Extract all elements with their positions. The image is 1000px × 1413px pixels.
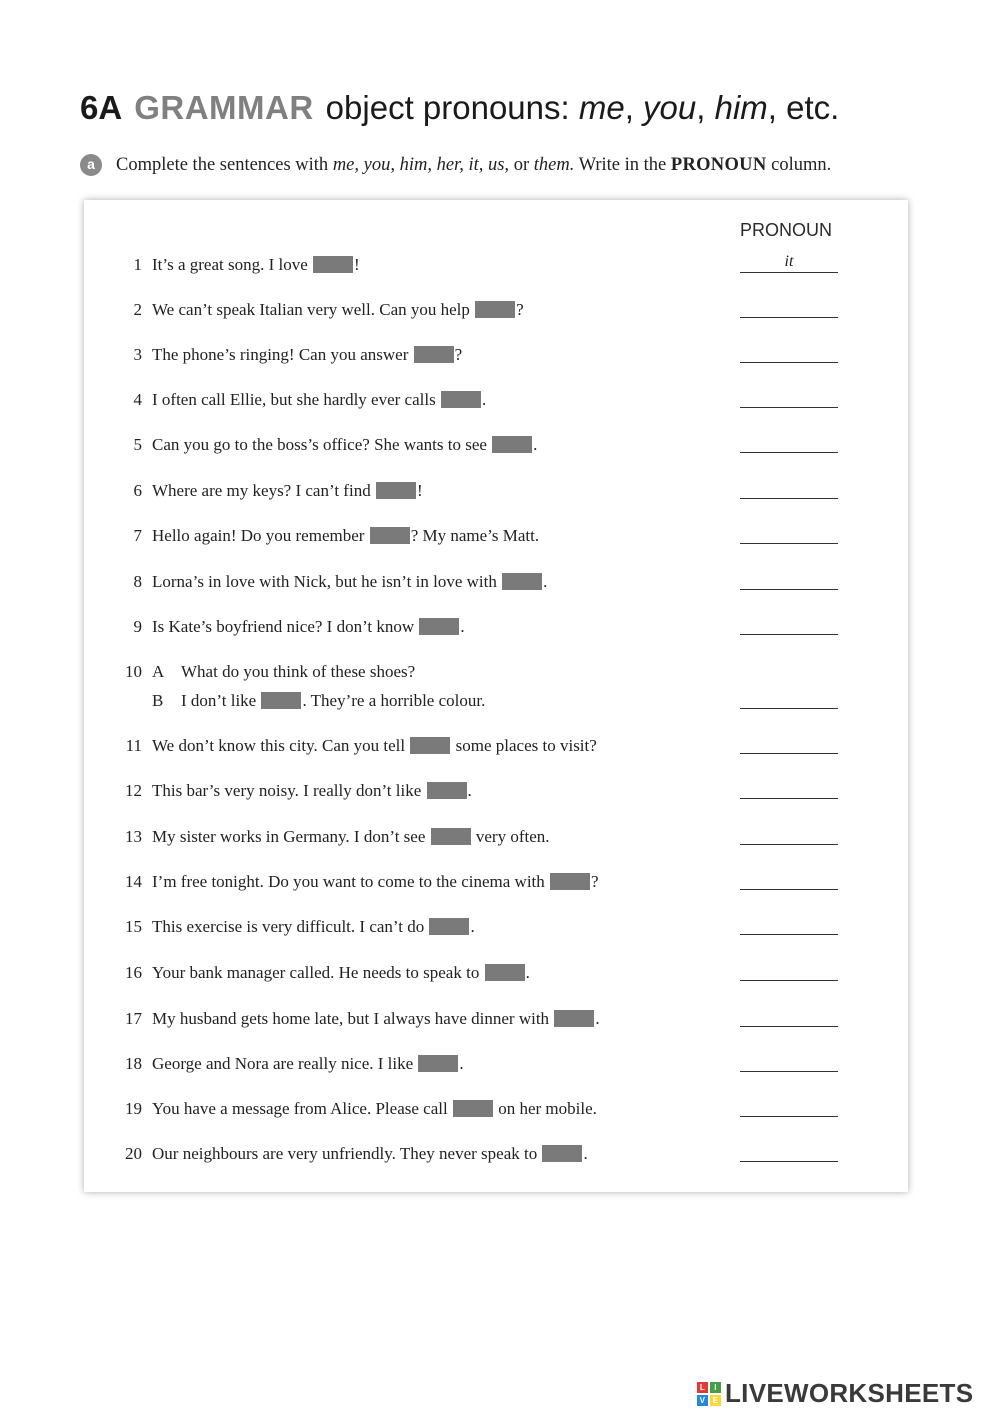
sentence bbox=[152, 387, 486, 413]
pronoun-answer-field[interactable] bbox=[740, 478, 838, 499]
sentence-text: ? bbox=[516, 300, 524, 319]
item-number: 2 bbox=[133, 300, 142, 319]
answer-blank[interactable] bbox=[313, 256, 353, 273]
dialog-line bbox=[152, 688, 485, 714]
topic-part: , bbox=[696, 89, 715, 126]
sentence-text: . bbox=[525, 963, 530, 982]
pronoun-column-header: PRONOUN bbox=[740, 220, 833, 240]
pronoun-answer-field[interactable]: it bbox=[740, 252, 838, 273]
logo-text: LIVEWORKSHEETS bbox=[725, 1378, 974, 1408]
pronoun-answer-field[interactable] bbox=[740, 614, 838, 635]
sentence-text: . They’re a horrible colour. bbox=[302, 691, 486, 710]
exercise-panel bbox=[84, 200, 908, 1192]
sentence-text: . bbox=[583, 1144, 588, 1163]
topic-title bbox=[326, 89, 840, 126]
pronoun-answer-field[interactable] bbox=[740, 824, 838, 845]
item-number: 17 bbox=[125, 1009, 142, 1028]
item-number: 20 bbox=[125, 1144, 142, 1163]
pronoun-answer-field[interactable] bbox=[740, 342, 838, 363]
item-number: 15 bbox=[125, 917, 142, 936]
pronoun-answer-field[interactable] bbox=[740, 569, 838, 590]
sentence-text: I often call Ellie, but she hardly ever calls bbox=[152, 390, 440, 409]
item-number: 11 bbox=[125, 736, 142, 755]
speaker-label: B bbox=[152, 691, 164, 710]
sentence bbox=[152, 297, 524, 323]
sentence bbox=[152, 1051, 464, 1077]
worksheet-title bbox=[80, 86, 839, 130]
sentence bbox=[152, 778, 472, 804]
pronoun-answer-field[interactable] bbox=[740, 960, 838, 981]
sentence bbox=[152, 1006, 600, 1032]
sentence-text: very often. bbox=[471, 827, 550, 846]
sentence-text: The phone’s ringing! Can you answer bbox=[152, 345, 413, 364]
answer-blank[interactable] bbox=[414, 346, 454, 363]
topic-part: , bbox=[624, 89, 644, 126]
sentence-text: We can’t speak Italian very well. Can you help bbox=[152, 300, 475, 319]
sentence bbox=[152, 824, 550, 850]
answer-blank[interactable] bbox=[453, 1100, 493, 1117]
item-number: 10 bbox=[125, 662, 142, 681]
sentence-text: ? My name’s Matt. bbox=[410, 526, 540, 545]
item-number: 13 bbox=[125, 827, 142, 846]
answer-blank[interactable] bbox=[419, 618, 459, 635]
answer-blank[interactable] bbox=[554, 1010, 594, 1027]
sentence bbox=[152, 733, 597, 759]
sentence-text: . bbox=[595, 1009, 600, 1028]
pronoun-answer-field[interactable] bbox=[740, 1096, 838, 1117]
topic-part: object pronouns: bbox=[325, 89, 579, 126]
item-number: 5 bbox=[133, 435, 142, 454]
sentence-text: ! bbox=[354, 255, 360, 274]
instruction-part: me, you, him, her, it, us, bbox=[332, 155, 510, 175]
answer-blank[interactable] bbox=[261, 692, 301, 709]
answer-blank[interactable] bbox=[427, 782, 467, 799]
sentence-text: Can you go to the boss’s office? She wants to see bbox=[152, 435, 492, 454]
answer-blank[interactable] bbox=[492, 436, 532, 453]
logo-square: L bbox=[697, 1382, 708, 1393]
topic-part: me bbox=[578, 89, 625, 126]
instruction-part: them. bbox=[533, 155, 575, 175]
item-number: 16 bbox=[125, 963, 142, 982]
sentence-text: ? bbox=[454, 345, 463, 364]
unit-code: 6A bbox=[80, 89, 123, 126]
sentence-text: You have a message from Alice. Please call bbox=[152, 1099, 452, 1118]
sentence-text: . bbox=[467, 781, 472, 800]
item-number: 8 bbox=[133, 572, 142, 591]
item-number: 18 bbox=[125, 1054, 142, 1073]
sentence bbox=[152, 1096, 597, 1122]
logo-square: E bbox=[710, 1395, 721, 1406]
answer-blank[interactable] bbox=[431, 828, 471, 845]
dialog-line bbox=[152, 659, 415, 685]
sentence bbox=[152, 869, 599, 895]
pronoun-answer-field[interactable] bbox=[740, 1051, 838, 1072]
sentence bbox=[152, 252, 360, 278]
answer-blank[interactable] bbox=[502, 573, 542, 590]
answer-blank[interactable] bbox=[550, 873, 590, 890]
item-number: 6 bbox=[133, 481, 142, 500]
instruction-part: or bbox=[509, 155, 534, 175]
sentence-text: Our neighbours are very unfriendly. They never speak to bbox=[152, 1144, 542, 1163]
answer-blank[interactable] bbox=[475, 301, 515, 318]
sentence-text: This exercise is very difficult. I can’t do bbox=[152, 917, 429, 936]
sentence-text: George and Nora are really nice. I like bbox=[152, 1054, 418, 1073]
sentence-text: . bbox=[481, 390, 487, 409]
sentence-text: What do you think of these shoes? bbox=[181, 662, 416, 681]
sentence-text: Your bank manager called. He needs to speak to bbox=[152, 963, 484, 982]
sentence bbox=[152, 1141, 588, 1167]
sentence-text: Where are my keys? I can’t find bbox=[152, 481, 375, 500]
answer-blank[interactable] bbox=[410, 737, 450, 754]
pronoun-answer-field[interactable] bbox=[740, 432, 838, 453]
sentence-text: Is Kate’s boyfriend nice? I don’t know bbox=[152, 617, 419, 636]
sentence-text: . bbox=[460, 617, 465, 636]
sentence bbox=[152, 569, 547, 595]
liveworksheets-logo bbox=[697, 1378, 973, 1409]
instruction-part: Complete the sentences with bbox=[116, 155, 333, 175]
sentence-text: Lorna’s in love with Nick, but he isn’t in love with bbox=[152, 572, 502, 591]
topic-part: you bbox=[643, 89, 697, 126]
sentence-text: ! bbox=[416, 481, 423, 500]
item-number: 1 bbox=[133, 255, 142, 274]
topic-part: , etc. bbox=[767, 89, 840, 126]
answer-blank[interactable] bbox=[429, 918, 469, 935]
item-number: 19 bbox=[125, 1099, 142, 1118]
item-number: 4 bbox=[133, 390, 142, 409]
pronoun-answer-field[interactable] bbox=[740, 688, 838, 709]
answer-blank[interactable] bbox=[542, 1145, 582, 1162]
logo-square: V bbox=[697, 1395, 708, 1406]
sentence-text: This bar’s very noisy. I really don’t like bbox=[152, 781, 426, 800]
sentence bbox=[152, 478, 423, 504]
item-number: 7 bbox=[133, 526, 142, 545]
sentence bbox=[152, 432, 537, 458]
answer-blank[interactable] bbox=[441, 391, 481, 408]
sentence-text: . bbox=[543, 572, 548, 591]
speaker-label: A bbox=[152, 662, 165, 681]
sentence-text: It’s a great song. I love bbox=[152, 255, 313, 274]
exercise-badge: a bbox=[80, 154, 102, 176]
sentence-text: My sister works in Germany. I don’t see bbox=[152, 827, 430, 846]
sentence-text: Hello again! Do you remember bbox=[152, 526, 369, 545]
item-number: 9 bbox=[133, 617, 142, 636]
instruction-text bbox=[116, 152, 831, 178]
topic-part: him bbox=[714, 89, 768, 126]
instruction bbox=[80, 152, 831, 178]
item-number: 3 bbox=[133, 345, 142, 364]
sentence-text: some places to visit? bbox=[451, 736, 597, 755]
sentence-text: My husband gets home late, but I always have dinner with bbox=[152, 1009, 554, 1028]
sentence-text: . bbox=[470, 917, 475, 936]
logo-square: I bbox=[710, 1382, 721, 1393]
logo-icon bbox=[697, 1382, 721, 1406]
answer-blank[interactable] bbox=[485, 964, 525, 981]
pronoun-answer-field[interactable] bbox=[740, 297, 838, 318]
sentence-text: I don’t like bbox=[181, 691, 261, 710]
pronoun-answer-field[interactable] bbox=[740, 914, 838, 935]
sentence-text: ? bbox=[591, 872, 599, 891]
sentence bbox=[152, 342, 462, 368]
sentence bbox=[152, 960, 530, 986]
pronoun-answer-field[interactable] bbox=[740, 778, 838, 799]
pronoun-answer-field[interactable] bbox=[740, 1006, 838, 1027]
item-number: 14 bbox=[125, 872, 142, 891]
sentence-text: . bbox=[533, 435, 538, 454]
section-label: GRAMMAR bbox=[134, 89, 314, 126]
sentence bbox=[152, 614, 465, 640]
pronoun-answer-field[interactable] bbox=[740, 1141, 838, 1162]
item-number: 12 bbox=[125, 781, 142, 800]
instruction-part: column. bbox=[766, 155, 832, 175]
sentence-text: on her mobile. bbox=[493, 1099, 597, 1118]
pronoun-answer-field[interactable] bbox=[740, 387, 838, 408]
pronoun-answer-field[interactable] bbox=[740, 733, 838, 754]
pronoun-answer-field[interactable] bbox=[740, 869, 838, 890]
sentence bbox=[152, 914, 475, 940]
sentence-text: We don’t know this city. Can you tell bbox=[152, 736, 410, 755]
sentence bbox=[152, 523, 539, 549]
answer-blank[interactable] bbox=[370, 527, 410, 544]
sentence-text: . bbox=[459, 1054, 464, 1073]
instruction-part: Write in the bbox=[574, 155, 671, 175]
sentence-text: I’m free tonight. Do you want to come to the cinema with bbox=[152, 872, 550, 891]
answer-blank[interactable] bbox=[376, 482, 416, 499]
answer-blank[interactable] bbox=[418, 1055, 458, 1072]
pronoun-answer-field[interactable] bbox=[740, 523, 838, 544]
instruction-part: PRONOUN bbox=[670, 155, 767, 175]
